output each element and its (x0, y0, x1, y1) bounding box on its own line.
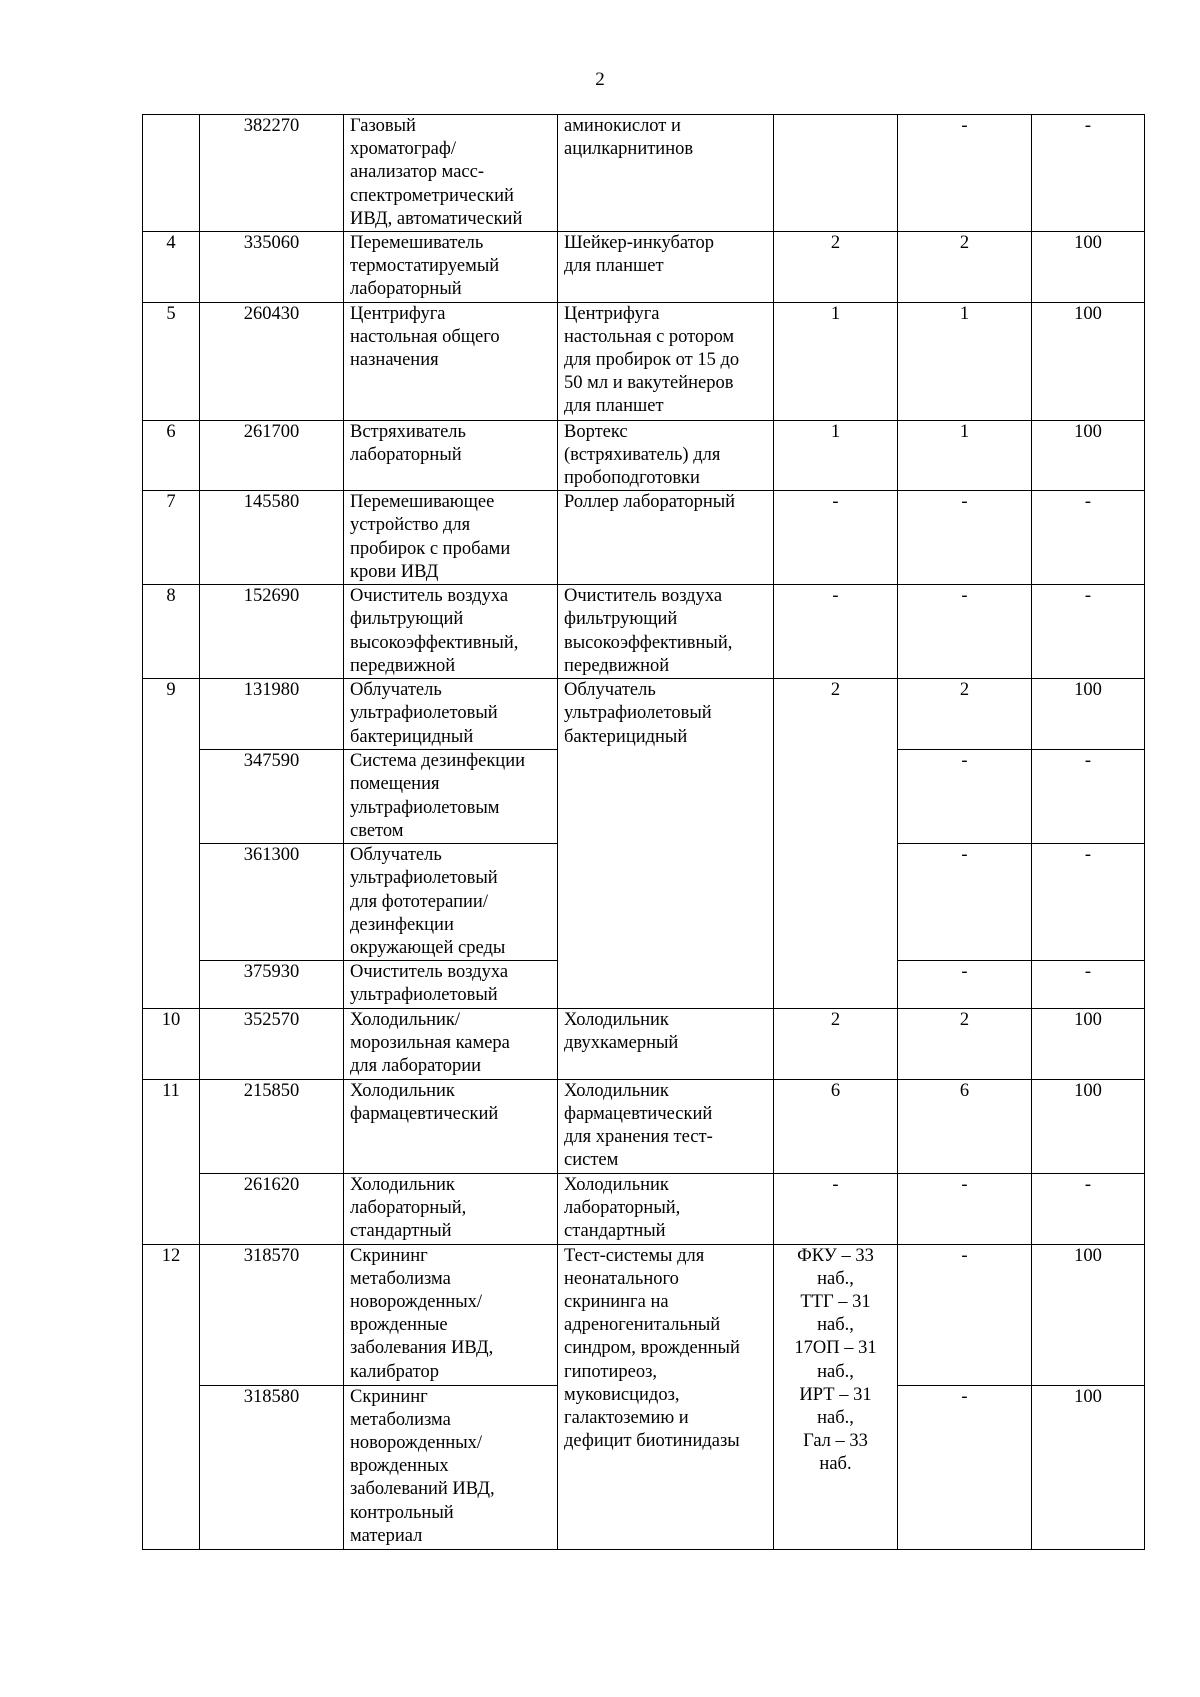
equipment-description: Очиститель воздуха фильтрующий высокоэффективный, передвижной (558, 585, 774, 679)
device-name: Перемешивающее устройство для пробирок с пробами крови ИВД (344, 491, 558, 585)
device-name: Облучатель ультрафиолетовый бактерицидный (344, 679, 558, 750)
qty-actual: 6 (898, 1079, 1032, 1173)
table-row (143, 1008, 1145, 1079)
device-code: 318570 (200, 1244, 344, 1385)
equipment-percent: - (1032, 1173, 1145, 1244)
device-name: Встряхиватель лабораторный (344, 420, 558, 491)
device-name: Газовый хроматограф/ анализатор масс- спектрометрический ИВД, автоматический (344, 115, 558, 232)
qty-actual: - (898, 1385, 1032, 1549)
device-code: 152690 (200, 585, 344, 679)
table-row (143, 1173, 1145, 1244)
equipment-percent: 100 (1032, 1008, 1145, 1079)
qty-actual: 2 (898, 679, 1032, 750)
equipment-percent: - (1032, 961, 1145, 1008)
equipment-percent: - (1032, 491, 1145, 585)
row-number: 10 (143, 1008, 200, 1079)
device-code: 318580 (200, 1385, 344, 1549)
device-name: Скрининг метаболизма новорожденных/ врожденные заболевания ИВД, калибратор (344, 1244, 558, 1385)
device-code: 261620 (200, 1173, 344, 1244)
qty-required: - (774, 585, 898, 679)
qty-required: 2 (774, 1008, 898, 1079)
equipment-description: Тест-системы для неонатального скрининга на адреногенитальный синдром, врожденный гипотиреоз, муковисцидоз, галактоземию и дефицит биотинидазы (558, 1244, 774, 1549)
qty-actual: - (898, 961, 1032, 1008)
qty-actual: - (898, 844, 1032, 961)
row-number (143, 115, 200, 232)
device-code: 261700 (200, 420, 344, 491)
qty-actual: 1 (898, 420, 1032, 491)
qty-actual: - (898, 1244, 1032, 1385)
table-row (143, 679, 1145, 750)
device-name: Холодильник фармацевтический (344, 1079, 558, 1173)
row-number: 6 (143, 420, 200, 491)
row-number: 11 (143, 1079, 200, 1244)
row-number: 4 (143, 232, 200, 303)
equipment-percent: 100 (1032, 1244, 1145, 1385)
qty-required: 6 (774, 1079, 898, 1173)
device-name: Облучатель ультрафиолетовый для фототерапии/ дезинфекции окружающей среды (344, 844, 558, 961)
row-number: 9 (143, 679, 200, 1008)
equipment-percent: 100 (1032, 302, 1145, 420)
qty-required: ФКУ – 33 наб., ТТГ – 31 наб., 17ОП – 31 наб., ИРТ – 31 наб., Гал – 33 наб. (774, 1244, 898, 1549)
equipment-description: Холодильник лабораторный, стандартный (558, 1173, 774, 1244)
table-row (143, 491, 1145, 585)
qty-required: 2 (774, 679, 898, 1008)
row-number: 8 (143, 585, 200, 679)
device-code: 347590 (200, 750, 344, 844)
qty-actual: 2 (898, 1008, 1032, 1079)
qty-actual: - (898, 1173, 1032, 1244)
equipment-percent: - (1032, 585, 1145, 679)
table-row (143, 302, 1145, 420)
device-code: 131980 (200, 679, 344, 750)
table-row (143, 115, 1145, 232)
equipment-percent: - (1032, 844, 1145, 961)
equipment-description: Холодильник двухкамерный (558, 1008, 774, 1079)
device-code: 145580 (200, 491, 344, 585)
qty-actual: - (898, 585, 1032, 679)
row-number: 7 (143, 491, 200, 585)
device-code: 335060 (200, 232, 344, 303)
device-name: Скрининг метаболизма новорожденных/ врожденных заболеваний ИВД, контрольный материал (344, 1385, 558, 1549)
table-row (143, 420, 1145, 491)
device-name: Центрифуга настольная общего назначения (344, 302, 558, 420)
equipment-table (142, 114, 1145, 1550)
equipment-description: Центрифуга настольная с ротором для пробирок от 15 до 50 мл и вакутейнеров для планшет (558, 302, 774, 420)
equipment-percent: - (1032, 750, 1145, 844)
equipment-description: Вортекс (встряхиватель) для пробоподготовки (558, 420, 774, 491)
equipment-description: Шейкер-инкубатор для планшет (558, 232, 774, 303)
device-name: Очиститель воздуха ультрафиолетовый (344, 961, 558, 1008)
row-number: 12 (143, 1244, 200, 1549)
device-code: 352570 (200, 1008, 344, 1079)
qty-required: 1 (774, 302, 898, 420)
device-name: Очиститель воздуха фильтрующий высокоэффективный, передвижной (344, 585, 558, 679)
device-code: 375930 (200, 961, 344, 1008)
device-name: Холодильник/ морозильная камера для лаборатории (344, 1008, 558, 1079)
device-name: Система дезинфекции помещения ультрафиолетовым светом (344, 750, 558, 844)
table-row (143, 585, 1145, 679)
equipment-description: Облучатель ультрафиолетовый бактерицидный (558, 679, 774, 1008)
equipment-percent: 100 (1032, 1079, 1145, 1173)
table-row (143, 1244, 1145, 1385)
qty-actual: 2 (898, 232, 1032, 303)
device-code: 260430 (200, 302, 344, 420)
equipment-description: аминокислот и ацилкарнитинов (558, 115, 774, 232)
qty-required: 1 (774, 420, 898, 491)
equipment-percent: 100 (1032, 420, 1145, 491)
table-row (143, 1079, 1145, 1173)
device-code: 215850 (200, 1079, 344, 1173)
equipment-description: Роллер лабораторный (558, 491, 774, 585)
equipment-percent: 100 (1032, 679, 1145, 750)
qty-actual: - (898, 750, 1032, 844)
device-name: Перемешиватель термостатируемый лабораторный (344, 232, 558, 303)
equipment-percent: 100 (1032, 1385, 1145, 1549)
device-code: 382270 (200, 115, 344, 232)
table-row (143, 232, 1145, 303)
qty-required: - (774, 491, 898, 585)
qty-actual: 1 (898, 302, 1032, 420)
row-number: 5 (143, 302, 200, 420)
equipment-percent: - (1032, 115, 1145, 232)
equipment-description: Холодильник фармацевтический для хранения тест- систем (558, 1079, 774, 1173)
qty-required: - (774, 1173, 898, 1244)
qty-actual: - (898, 491, 1032, 585)
device-name: Холодильник лабораторный, стандартный (344, 1173, 558, 1244)
qty-required (774, 115, 898, 232)
qty-actual: - (898, 115, 1032, 232)
page-number: 2 (595, 69, 605, 90)
qty-required: 2 (774, 232, 898, 303)
equipment-percent: 100 (1032, 232, 1145, 303)
device-code: 361300 (200, 844, 344, 961)
